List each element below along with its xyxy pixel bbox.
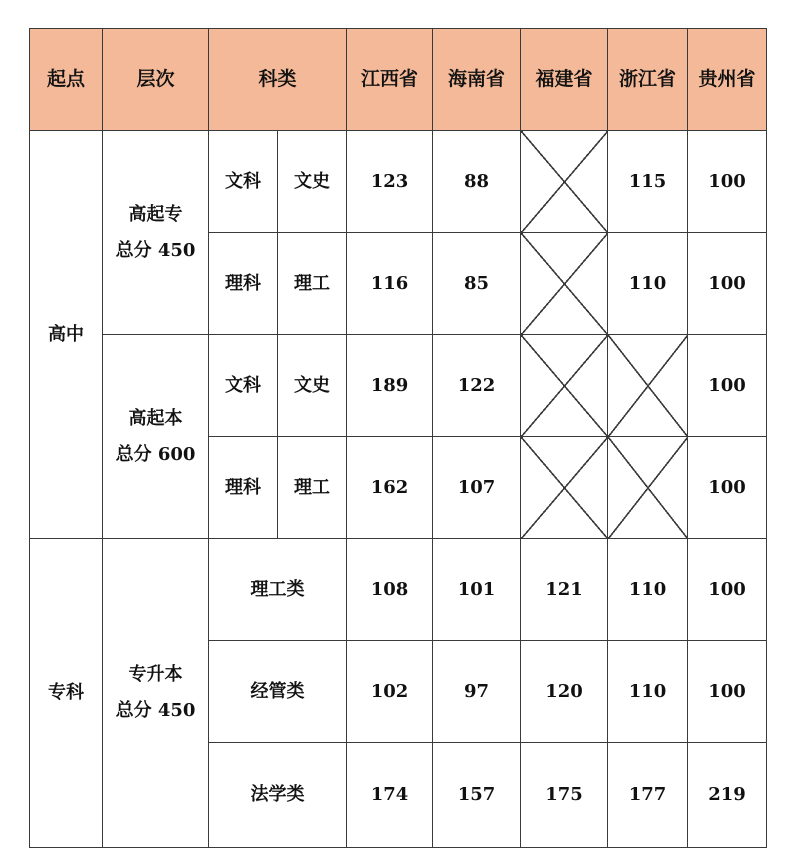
header-start: 起点 [30,29,103,131]
header-province-fujian: 福建省 [521,29,608,131]
table-row [30,335,767,437]
score-cell: 121 [521,539,608,641]
not-available-cell [608,437,688,539]
level-name: 高起专 [128,203,183,225]
score-cell: 122 [433,335,521,437]
score-cell: 100 [688,539,767,641]
score-cell: 162 [347,437,433,539]
score-cell: 110 [608,641,688,743]
score-cell: 101 [433,539,521,641]
category-cell: 经管类 [209,641,347,743]
level-total: 总分 600 [115,443,196,465]
score-cell: 108 [347,539,433,641]
table-row [30,539,767,641]
header-category: 科类 [209,29,347,131]
header-province-jiangxi: 江西省 [347,29,433,131]
score-cell: 107 [433,437,521,539]
level-total: 总分 450 [115,700,196,721]
not-available-cell [608,335,688,437]
subcategory-cell: 理工 [278,233,347,335]
score-cell: 88 [433,131,521,233]
score-cell: 157 [433,743,521,848]
category-cell: 法学类 [209,743,347,848]
subcategory-cell: 理工 [278,437,347,539]
level-gaoqiben [103,335,209,539]
not-available-cell [521,131,608,233]
score-cell: 115 [608,131,688,233]
not-available-cell [521,437,608,539]
category-cell: 理科 [209,437,278,539]
score-cell: 174 [347,743,433,848]
not-available-cell [521,335,608,437]
category-cell: 理科 [209,233,278,335]
not-available-cell [521,233,608,335]
score-cell: 116 [347,233,433,335]
score-cell: 123 [347,131,433,233]
score-cell: 85 [433,233,521,335]
score-cell: 100 [688,437,767,539]
group-high-school: 高中 [30,131,103,539]
subcategory-cell: 文史 [278,335,347,437]
score-cell: 175 [521,743,608,848]
header-province-hainan: 海南省 [433,29,521,131]
category-cell: 文科 [209,131,278,233]
score-cell: 100 [688,233,767,335]
level-name: 专升本 [128,664,183,686]
category-cell: 文科 [209,335,278,437]
score-cell: 102 [347,641,433,743]
score-cell: 97 [433,641,521,743]
group-junior-college: 专科 [30,539,103,848]
category-cell: 理工类 [209,539,347,641]
score-cell: 100 [688,131,767,233]
score-cell: 177 [608,743,688,848]
score-cell: 110 [608,539,688,641]
score-cell: 110 [608,233,688,335]
level-zhuanshengben [103,539,209,848]
header-row [30,29,767,131]
header-province-guizhou: 贵州省 [688,29,767,131]
subcategory-cell: 文史 [278,131,347,233]
score-cell: 189 [347,335,433,437]
table-row [30,131,767,233]
level-name: 高起本 [128,407,183,429]
level-gaoqizhuan [103,131,209,335]
level-total: 总分 450 [115,239,196,261]
score-cell: 100 [688,641,767,743]
score-cell: 100 [688,335,767,437]
score-cell: 120 [521,641,608,743]
header-province-zhejiang: 浙江省 [608,29,688,131]
score-cell: 219 [688,743,767,848]
score-table [29,28,767,848]
header-level: 层次 [103,29,209,131]
